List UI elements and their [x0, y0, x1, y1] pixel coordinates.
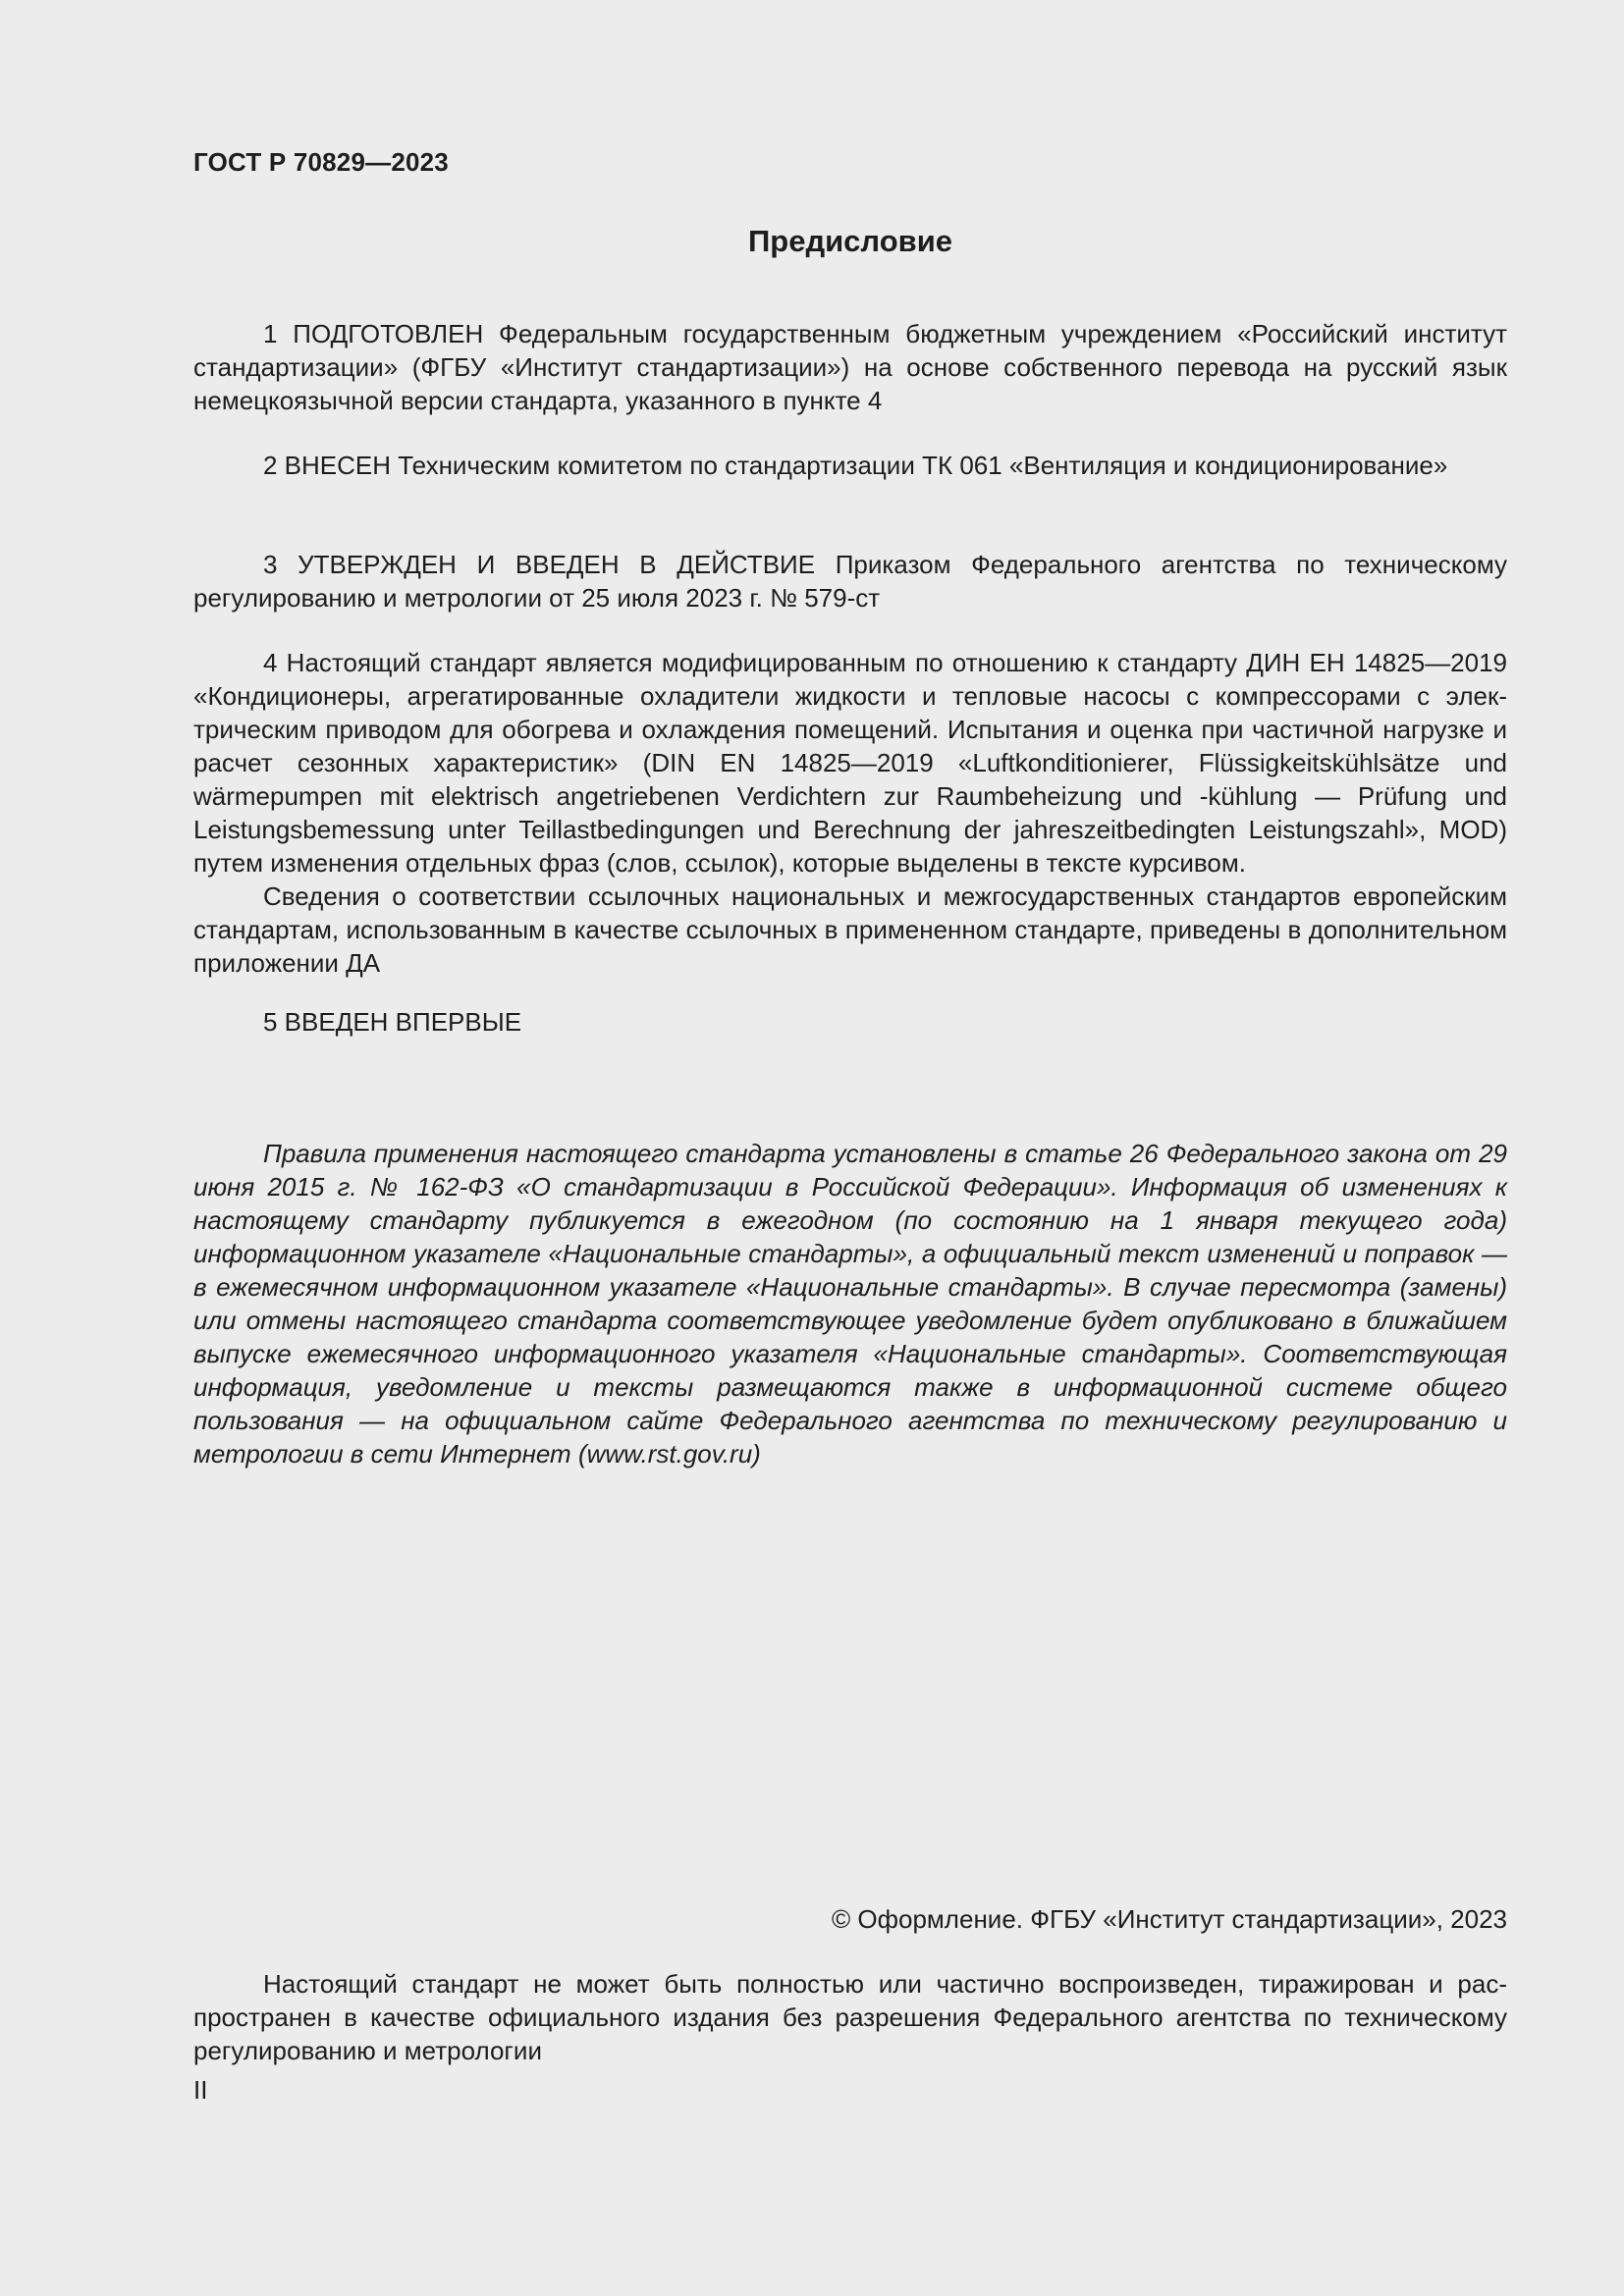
foreword-item-2: [193, 449, 1507, 482]
foreword-item-5-text: 5 ВВЕДЕН ВПЕРВЫЕ: [263, 1007, 522, 1037]
foreword-item-4-references: Сведения о соответствии ссылочных национальных и межгосударственных стандартов европейским стандартам, использованным в качестве ссылочных в примененном стандарте, приведены в дополнительном приложении ДА: [193, 881, 1507, 978]
foreword-item-2-text: 2 ВНЕСЕН Техническим комитетом по стандартизации ТК 061 «Вентиляция и кондиционирование»: [263, 451, 1448, 480]
foreword-item-4-text: 4 Настоящий стандарт является модифицированным по отношению к стандарту ДИН ЕН 14825—2019 «Кондиционеры, агрегатированные охладители жидкости и тепловые насосы с компрессорами с электрическим приводом для обогрева и охлаждения помещений. Испытания и оценка при частичной нагрузке и расчет сезонных характеристик» (DIN EN 14825—2019 «Luftkonditionierer, Flüssigkeitskühlsätze und wärmepumpen mit elektrisch angetriebenen Verdichtern zur Raumbeheizung und -kühlung — Prüfung und Leistungsbemessung unter Teillastbedingungen und Berechnung der jahreszeitbedingten Leistungszahl», MOD) путем изменения отдельных фраз (слов, ссылок), которые выделены в тексте курсивом.: [193, 648, 1507, 878]
foreword-item-1-text: 1 ПОДГОТОВЛЕН Федеральным государственным бюджетным учреждением «Российский институт стандартизации» (ФГБУ «Институт стандартизации») на основе собственного перевода на русский язык немецкоязычной версии стандарта, указанного в пункте 4: [193, 319, 1507, 415]
copyright-line: © Оформление. ФГБУ «Институт стандартизации», 2023: [832, 1904, 1507, 1934]
page-number: II: [193, 2075, 208, 2105]
foreword-item-4: [193, 646, 1507, 980]
rules-note: [193, 1137, 1507, 1470]
foreword-item-5: [193, 1005, 1507, 1039]
page-title: Предисловие: [747, 224, 952, 258]
reproduction-notice: [193, 1967, 1507, 2067]
rules-note-text: Правила применения настоящего стандарта установлены в статье 26 Федерального закона от 29 июня 2015 г. № 162-ФЗ «О стандартизации в Российской Федерации». Информация об изменениях к настоящему стандарту публикуется в ежегодном (по состоянию на 1 января текущего года) информационном указателе «Национальные стандарты», а официальный текст изменений и поправок — в ежемесячном информационном указателе «Национальные стандарты». В случае пересмотра (замены) или отмены настоящего стандарта соответствующее уведомление будет опубликовано в ближайшем выпуске ежемесячного информационного указателя «Национальные стандарты». Соответствующая информация, уведомление и тексты размещаются также в информационной системе общего пользования — на официальном сайте Федерального агентства по техническому регулированию и метрологии в сети Интернет (www.rst.gov.ru): [193, 1139, 1507, 1468]
reproduction-notice-text: Настоящий стандарт не может быть полностью или частично воспроизведен, тиражирован и распространен в качестве официального издания без разрешения Федерального агентства по техническому регулированию и метрологии: [193, 1969, 1507, 2065]
standard-code: ГОСТ Р 70829—2023: [193, 147, 449, 177]
foreword-item-3-text: 3 УТВЕРЖДЕН И ВВЕДЕН В ДЕЙСТВИЕ Приказом Федерального агентства по техническому регулированию и метрологии от 25 июля 2023 г. № 579-ст: [193, 550, 1507, 613]
foreword-item-3: [193, 548, 1507, 614]
foreword-item-1: [193, 317, 1507, 417]
